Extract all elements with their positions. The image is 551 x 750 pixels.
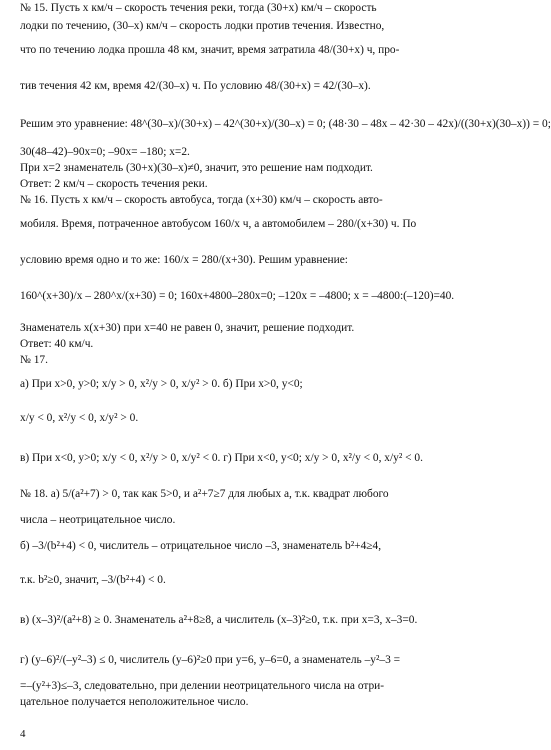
text-line: 30(48–42)–90x=0; –90x= –180; x=2. [20, 146, 190, 158]
text-line: Знаменатель x(x+30) при x=40 не равен 0, значит, решение подходит. [20, 322, 355, 334]
text-line: тив течения 42 км, время 42/(30–x) ч. По условию 48/(30+x) = 42/(30–x). [20, 80, 371, 92]
text-line: в) (x–3)²/(a²+8) ≥ 0. Знаменатель a²+8≥8, а числитель (x–3)²≥0, т.к. при x=3, x–3=0. [20, 614, 418, 626]
text-line: 160^(x+30)/x – 280^x/(x+30) = 0; 160x+4800–280x=0; –120x = –4800; x = –4800:(–120)=40. [20, 290, 455, 302]
text-line: что по течению лодка прошла 48 км, значит, время затратила 48/(30+x) ч, про- [20, 44, 400, 56]
text-line: числа – неотрицательное число. [20, 514, 176, 526]
text-line: г) (y–6)²/(–y²–3) ≤ 0, числитель (y–6)²≥0 при y=6, y–6=0, а знаменатель –y²–3 = [20, 654, 401, 666]
text-line: Ответ: 2 км/ч – скорость течения реки. [20, 178, 208, 190]
text-line: а) При x>0, y>0; x/y > 0, x²/y > 0, x/y² > 0. б) При x>0, y<0; [20, 378, 303, 390]
text-line: № 17. [20, 354, 48, 366]
page-number: 4 [20, 728, 26, 740]
text-line: цательное получается неположительное число. [20, 696, 249, 708]
text-line: условию время одно и то же: 160/x = 280/(x+30). Решим уравнение: [20, 254, 348, 266]
text-line: =–(y²+3)≤–3, следовательно, при делении неотрицательного числа на отри- [20, 680, 385, 692]
text-line: При x=2 знаменатель (30+x)(30–x)≠0, значит, это решение нам подходит. [20, 162, 373, 174]
text-line: Ответ: 40 км/ч. [20, 338, 94, 350]
text-line: x/y < 0, x²/y < 0, x/y² > 0. [20, 412, 139, 424]
text-line: мобиля. Время, потраченное автобусом 160/x ч, а автомобилем – 280/(x+30) ч. По [20, 218, 417, 230]
text-line: № 15. Пусть x км/ч – скорость течения реки, тогда (30+x) км/ч – скорость [20, 2, 377, 14]
text-line: № 16. Пусть x км/ч – скорость автобуса, тогда (x+30) км/ч – скорость авто- [20, 194, 383, 206]
text-line: Решим это уравнение: 48^(30–x)/(30+x) – 42^(30+x)/(30–x) = 0; (48·30 – 48x – 42·30 – 42x)/((30+x)(30–x)) = 0; [20, 118, 551, 130]
text-line: № 18. а) 5/(a²+7) > 0, так как 5>0, и a²+7≥7 для любых a, т.к. квадрат любого [20, 488, 389, 500]
text-line: т.к. b²≥0, значит, –3/(b²+4) < 0. [20, 574, 166, 586]
text-line: б) –3/(b²+4) < 0, числитель – отрицательное число –3, знаменатель b²+4≥4, [20, 540, 382, 552]
text-line: в) При x<0, y>0; x/y < 0, x²/y > 0, x/y² < 0. г) При x<0, y<0; x/y > 0, x²/y < 0, x/y² < 0. [20, 452, 423, 464]
text-line: лодки по течению, (30–x) км/ч – скорость лодки против течения. Известно, [20, 20, 385, 32]
